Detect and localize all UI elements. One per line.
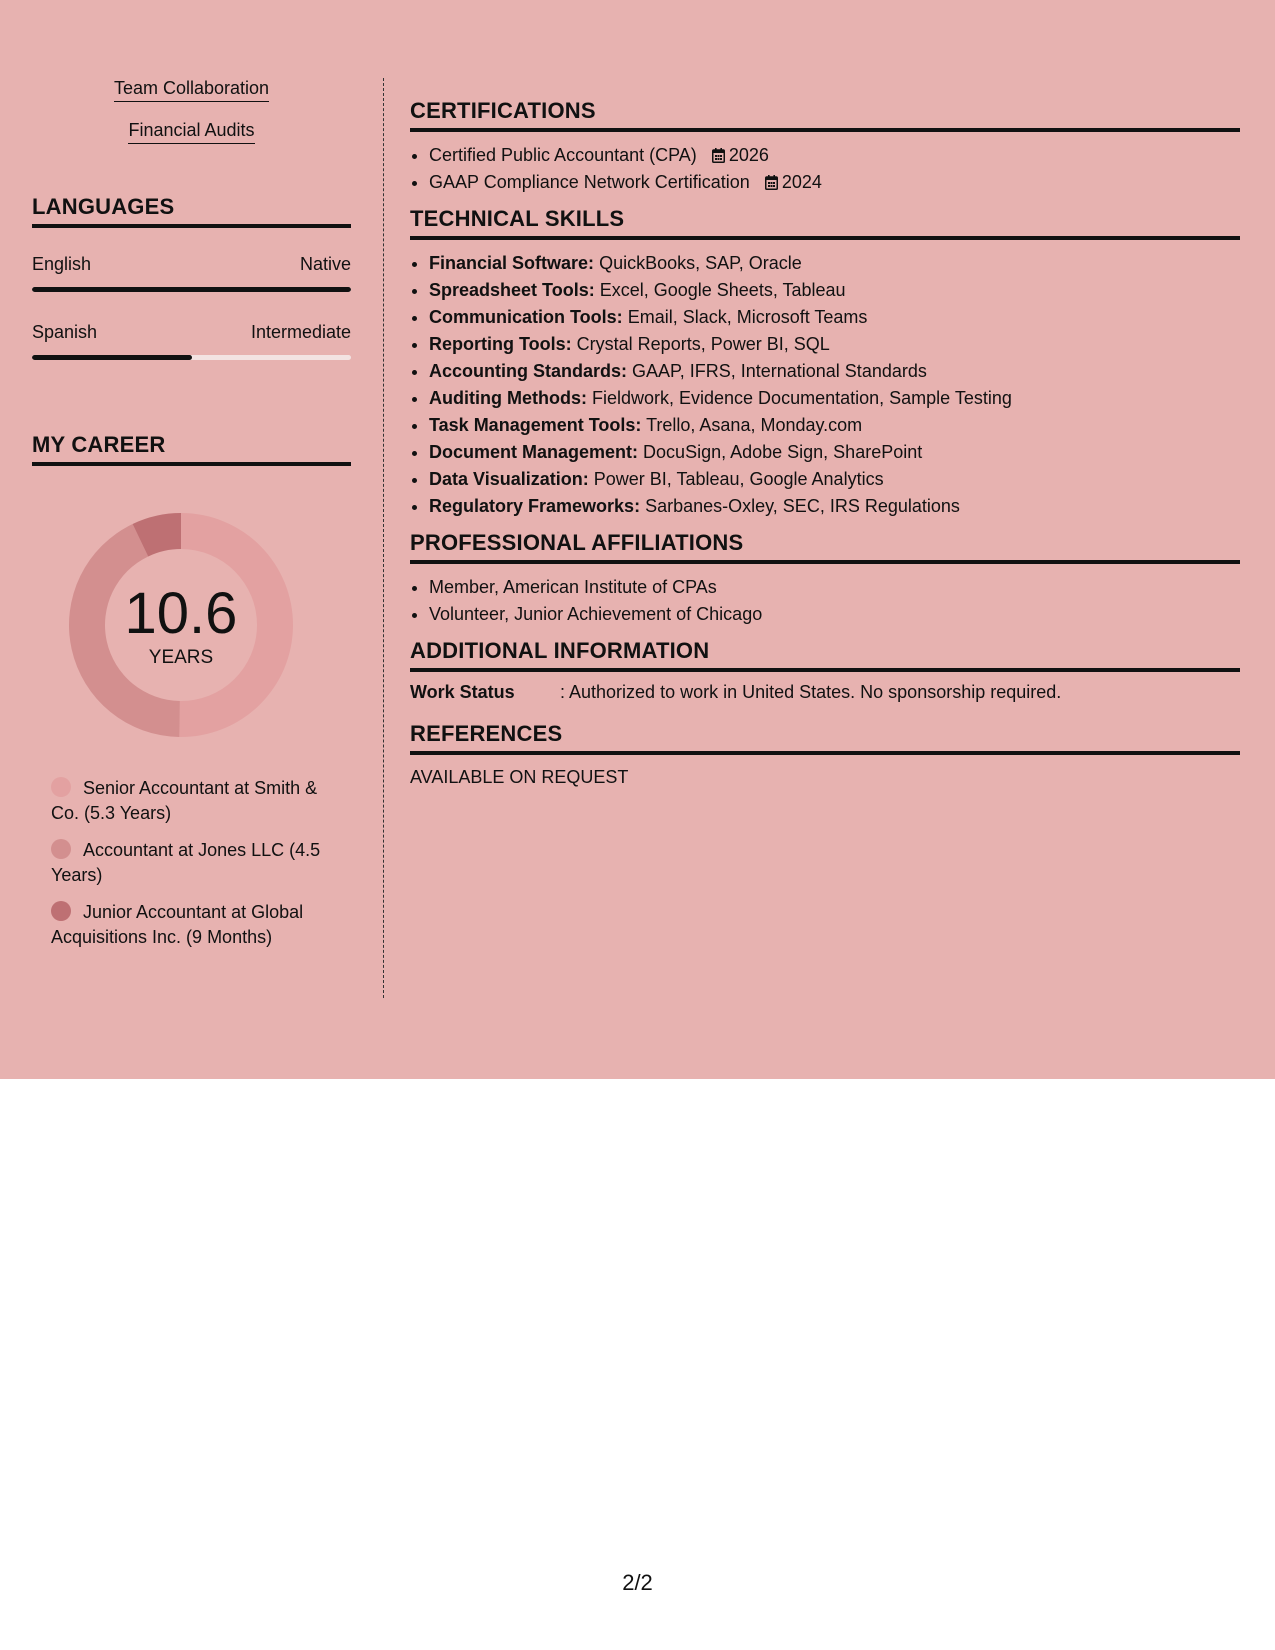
donut-center	[66, 510, 296, 740]
tag-team-collaboration	[32, 78, 351, 102]
certifications-title: CERTIFICATIONS	[410, 98, 1240, 132]
language-level: Intermediate	[250, 322, 351, 342]
skill-value: QuickBooks, SAP, Oracle	[599, 253, 802, 273]
skill-label: Auditing Methods:	[429, 388, 587, 408]
affiliations-title: PROFESSIONAL AFFILIATIONS	[410, 530, 1240, 564]
career-legend	[51, 776, 331, 950]
tag-label: Financial Audits	[128, 120, 254, 144]
skill-item	[429, 493, 1240, 520]
left-column	[32, 78, 351, 962]
skill-label: Data Visualization:	[429, 469, 589, 489]
certification-item	[429, 169, 1240, 196]
skill-item	[429, 385, 1240, 412]
skill-item	[429, 412, 1240, 439]
additional-info-section	[410, 638, 1240, 703]
total-years-value: 10.6	[124, 581, 238, 646]
technical-skills-title: TECHNICAL SKILLS	[410, 206, 1240, 240]
language-name: Spanish	[32, 322, 98, 342]
technical-skills-list	[410, 250, 1240, 520]
certifications-section	[410, 98, 1240, 196]
skill-label: Communication Tools:	[429, 307, 623, 327]
language-item-spanish	[32, 322, 351, 360]
career-title: MY CAREER	[32, 432, 351, 466]
column-divider	[383, 78, 384, 998]
references-title: REFERENCES	[410, 721, 1240, 755]
skill-value: DocuSign, Adobe Sign, SharePoint	[643, 442, 923, 462]
total-years-unit: YEARS	[148, 647, 214, 668]
certification-year: 2024	[781, 172, 822, 192]
legend-dot	[51, 777, 71, 797]
career-donut-chart	[66, 510, 296, 740]
additional-info-title: ADDITIONAL INFORMATION	[410, 638, 1240, 672]
skill-label: Financial Software:	[429, 253, 595, 273]
certification-item	[429, 142, 1240, 169]
skill-item	[429, 439, 1240, 466]
skill-label: Task Management Tools:	[429, 415, 642, 435]
affiliation-item: • Member, American Institute of CPAs	[429, 574, 1240, 601]
proficiency-bar	[32, 287, 351, 292]
proficiency-fill	[32, 287, 351, 292]
skill-value: Crystal Reports, Power BI, SQL	[576, 334, 830, 354]
tag-financial-audits	[32, 120, 351, 144]
skill-label: Reporting Tools:	[429, 334, 572, 354]
skill-value: Sarbanes-Oxley, SEC, IRS Regulations	[645, 496, 960, 516]
skill-item	[429, 466, 1240, 493]
legend-label: Senior Accountant at Smith & Co. (5.3 Years)	[51, 778, 318, 823]
certifications-list	[410, 142, 1240, 196]
languages-title: LANGUAGES	[32, 194, 351, 228]
affiliations-section	[410, 530, 1240, 628]
legend-item	[51, 900, 331, 950]
skill-value: Email, Slack, Microsoft Teams	[627, 307, 868, 327]
language-name: English	[32, 254, 92, 274]
work-status-label: Work Status	[410, 682, 515, 702]
references-section	[410, 721, 1240, 788]
legend-dot	[51, 839, 71, 859]
right-column	[410, 98, 1240, 798]
legend-item	[51, 776, 331, 826]
skill-label: Regulatory Frameworks:	[429, 496, 641, 516]
legend-item	[51, 838, 331, 888]
skill-label: Document Management:	[429, 442, 639, 462]
skill-item	[429, 358, 1240, 385]
skill-value: Trello, Asana, Monday.com	[646, 415, 863, 435]
language-level: Native	[299, 254, 351, 274]
skill-item	[429, 250, 1240, 277]
legend-label: Junior Accountant at Global Acquisitions Inc. (9 Months)	[51, 902, 304, 947]
certification-name: Certified Public Accountant (CPA)	[429, 145, 697, 165]
certification-name: GAAP Compliance Network Certification	[429, 172, 750, 192]
page-number: 2/2	[622, 1570, 653, 1595]
tag-label: Team Collaboration	[114, 78, 269, 102]
calendar-icon	[712, 148, 725, 163]
work-status-row	[410, 682, 1240, 703]
technical-skills-section	[410, 206, 1240, 520]
affiliation-item: • Volunteer, Junior Achievement of Chicago	[429, 601, 1240, 628]
skill-value: GAAP, IFRS, International Standards	[632, 361, 927, 381]
skill-item	[429, 304, 1240, 331]
references-text: AVAILABLE ON REQUEST	[410, 767, 629, 787]
affiliations-list	[410, 574, 1240, 628]
proficiency-bar	[32, 355, 351, 360]
skill-value: Power BI, Tableau, Google Analytics	[593, 469, 884, 489]
skill-value: Fieldwork, Evidence Documentation, Sample Testing	[591, 388, 1012, 408]
certification-year: 2026	[728, 145, 769, 165]
legend-dot	[51, 901, 71, 921]
proficiency-fill	[32, 355, 192, 360]
languages-section	[32, 194, 351, 360]
calendar-icon	[765, 175, 778, 190]
language-item-english	[32, 254, 351, 292]
skill-label: Accounting Standards:	[429, 361, 628, 381]
skill-item	[429, 277, 1240, 304]
skill-value: Excel, Google Sheets, Tableau	[599, 280, 846, 300]
skill-label: Spreadsheet Tools:	[429, 280, 595, 300]
work-status-value: : Authorized to work in United States. No sponsorship required.	[560, 682, 1062, 702]
skill-item	[429, 331, 1240, 358]
legend-label: Accountant at Jones LLC (4.5 Years)	[51, 840, 321, 885]
